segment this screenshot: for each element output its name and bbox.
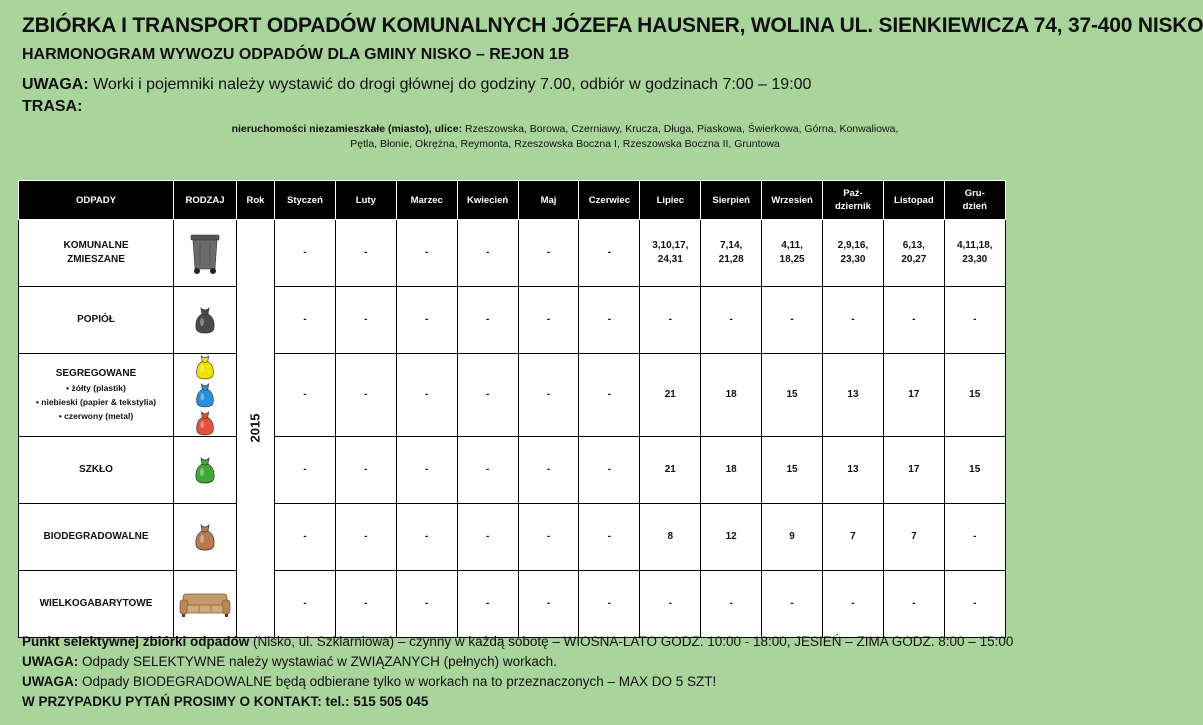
year-label: 2015 (247, 413, 263, 442)
date-cell: - (518, 220, 579, 287)
date-cell: - (457, 354, 518, 437)
date-cell: - (640, 287, 701, 354)
waste-sub: • żółty (plastik) • niebieski (papier & tekstylia) • czerwony (metal) (35, 383, 157, 421)
date-cell: 17 (883, 437, 944, 504)
route-line2: Pętla, Błonie, Okrężna, Reymonta, Rzeszowska Boczna I, Rzeszowska Boczna II, Gruntowa (350, 138, 780, 150)
table-row (19, 571, 1006, 638)
date-cell: 15 (762, 437, 823, 504)
date-cell: - (701, 571, 762, 638)
date-cell: 3,10,17, 24,31 (640, 220, 701, 287)
date-cell: - (762, 571, 823, 638)
date-cell: - (396, 354, 457, 437)
date-cell: - (275, 437, 336, 504)
date-cell: 4,11, 18,25 (762, 220, 823, 287)
date-cell: - (823, 287, 884, 354)
route-description (150, 122, 980, 152)
footer-line1-bold: Punkt selektywnej zbiórki odpadów (22, 634, 250, 649)
date-cell: - (579, 220, 640, 287)
date-cell: 21 (640, 437, 701, 504)
footer-line4-bold: W PRZYPADKU PYTAŃ PROSIMY O KONTAKT: (22, 694, 322, 709)
date-cell: 13 (823, 354, 884, 437)
col-type: RODZAJ (174, 181, 237, 220)
waste-name: SZKŁO (79, 464, 113, 475)
col-month: Marzec (396, 181, 457, 220)
date-cell: - (518, 287, 579, 354)
footer-line3 (22, 672, 1013, 692)
header-row (19, 181, 1006, 220)
date-cell: - (457, 437, 518, 504)
bin-icon (174, 220, 237, 287)
black-bag-icon (174, 287, 237, 354)
col-month: Maj (518, 181, 579, 220)
date-cell: - (518, 354, 579, 437)
table-row (19, 504, 1006, 571)
date-cell: 15 (944, 354, 1005, 437)
date-cell: - (518, 437, 579, 504)
footer-line2 (22, 652, 1013, 672)
date-cell: 18 (701, 354, 762, 437)
date-cell: - (944, 504, 1005, 571)
route-line1: Rzeszowska, Borowa, Czerniawy, Krucza, Długa, Piaskowa, Świerkowa, Górna, Konwaliowa, (462, 123, 899, 135)
col-month: Lipiec (640, 181, 701, 220)
date-cell: - (396, 220, 457, 287)
date-cell: - (396, 571, 457, 638)
date-cell: - (944, 287, 1005, 354)
date-cell: - (944, 571, 1005, 638)
schedule-table (18, 180, 1006, 638)
date-cell: 13 (823, 437, 884, 504)
waste-name: WIELKOGABARYTOWE (39, 598, 153, 609)
table-row (19, 220, 1006, 287)
notice-label: UWAGA: (22, 76, 89, 93)
footer-line3-text: Odpady BIODEGRADOWALNE będą odbierane tylko w workach na to przeznaczonych – MAX DO 5 SZT! (78, 674, 717, 689)
date-cell: - (275, 571, 336, 638)
date-cell: - (883, 571, 944, 638)
date-cell: - (579, 504, 640, 571)
date-cell: 7 (823, 504, 884, 571)
notice (22, 76, 811, 94)
col-month: Paź- dziernik (823, 181, 884, 220)
waste-name-cell (19, 354, 174, 437)
date-cell: 6,13, 20,27 (883, 220, 944, 287)
table-row (19, 437, 1006, 504)
route-heading: TRASA: (22, 98, 83, 115)
date-cell: 18 (701, 437, 762, 504)
footer-line2-bold: UWAGA: (22, 654, 79, 669)
waste-name-cell (19, 571, 174, 638)
date-cell: - (335, 354, 396, 437)
footer-line1 (22, 632, 1013, 652)
col-month: Gru- dzień (944, 181, 1005, 220)
date-cell: 12 (701, 504, 762, 571)
date-cell: - (762, 287, 823, 354)
footer-line2-text: Odpady SELEKTYWNE należy wystawiać w ZWIĄZANYCH (pełnych) workach. (78, 654, 557, 669)
waste-name: KOMUNALNE ZMIESZANE (63, 240, 129, 265)
date-cell: 2,9,16, 23,30 (823, 220, 884, 287)
footer-line4-text: tel.: 515 505 045 (321, 694, 429, 709)
date-cell: 21 (640, 354, 701, 437)
date-cell: - (457, 220, 518, 287)
brown-bag-icon (174, 504, 237, 571)
col-month: Styczeń (275, 181, 336, 220)
date-cell: - (335, 504, 396, 571)
date-cell: - (457, 504, 518, 571)
date-cell: - (396, 437, 457, 504)
date-cell: - (579, 287, 640, 354)
date-cell: - (457, 287, 518, 354)
col-year: Rok (237, 181, 275, 220)
col-month: Luty (335, 181, 396, 220)
date-cell: - (335, 437, 396, 504)
date-cell: 15 (944, 437, 1005, 504)
color-bags-icon (174, 354, 237, 437)
date-cell: - (275, 504, 336, 571)
waste-name-cell (19, 287, 174, 354)
date-cell: - (275, 287, 336, 354)
waste-name-cell (19, 220, 174, 287)
waste-name: BIODEGRADOWALNE (43, 531, 149, 542)
date-cell: - (579, 571, 640, 638)
date-cell: - (457, 571, 518, 638)
footer-line3-bold: UWAGA: (22, 674, 79, 689)
table-row (19, 354, 1006, 437)
date-cell: - (640, 571, 701, 638)
date-cell: - (396, 504, 457, 571)
col-month: Wrzesień (762, 181, 823, 220)
date-cell: - (701, 287, 762, 354)
date-cell: 8 (640, 504, 701, 571)
col-month: Czerwiec (579, 181, 640, 220)
col-waste: ODPADY (19, 181, 174, 220)
date-cell: 9 (762, 504, 823, 571)
date-cell: - (335, 287, 396, 354)
date-cell: - (396, 287, 457, 354)
waste-name-cell (19, 437, 174, 504)
date-cell: 7,14, 21,28 (701, 220, 762, 287)
col-month: Kwiecień (457, 181, 518, 220)
date-cell: - (518, 504, 579, 571)
date-cell: - (579, 354, 640, 437)
green-bag-icon (174, 437, 237, 504)
col-month: Sierpień (701, 181, 762, 220)
route-bold: nieruchomości niezamieszkałe (miasto), ulice: (231, 123, 463, 135)
date-cell: - (883, 287, 944, 354)
footer-line1-text: (Nisko, ul. Szklarniowa) – czynny w każdą sobotę – WIOSNA-LATO GODZ. 10:00 - 18:00, JESIEŃ – ZIMA GODZ. 8:00 – 15:00 (249, 634, 1014, 649)
waste-name: POPIÓŁ (77, 314, 115, 325)
date-cell: - (823, 571, 884, 638)
date-cell: 4,11,18, 23,30 (944, 220, 1005, 287)
date-cell: - (579, 437, 640, 504)
date-cell: - (335, 220, 396, 287)
sofa-icon (174, 571, 237, 638)
date-cell: - (335, 571, 396, 638)
footer-line4 (22, 692, 1013, 712)
notice-text: Worki i pojemniki należy wystawić do drogi głównej do godziny 7.00, odbiór w godzinach 7:00 – 19:00 (88, 76, 812, 93)
date-cell: - (275, 220, 336, 287)
page-title: ZBIÓRKA I TRANSPORT ODPADÓW KOMUNALNYCH JÓZEFA HAUSNER, WOLINA UL. SIENKIEWICZA 74, 37-400 NISKO (22, 14, 1203, 37)
date-cell: 7 (883, 504, 944, 571)
year-cell (237, 220, 275, 638)
footer (22, 632, 1013, 712)
col-month: Listopad (883, 181, 944, 220)
date-cell: - (518, 571, 579, 638)
date-cell: - (275, 354, 336, 437)
table-row (19, 287, 1006, 354)
date-cell: 15 (762, 354, 823, 437)
waste-name-cell (19, 504, 174, 571)
page-subtitle: HARMONOGRAM WYWOZU ODPADÓW DLA GMINY NISKO – REJON 1B (22, 46, 570, 63)
date-cell: 17 (883, 354, 944, 437)
waste-name: SEGREGOWANE (55, 368, 137, 379)
